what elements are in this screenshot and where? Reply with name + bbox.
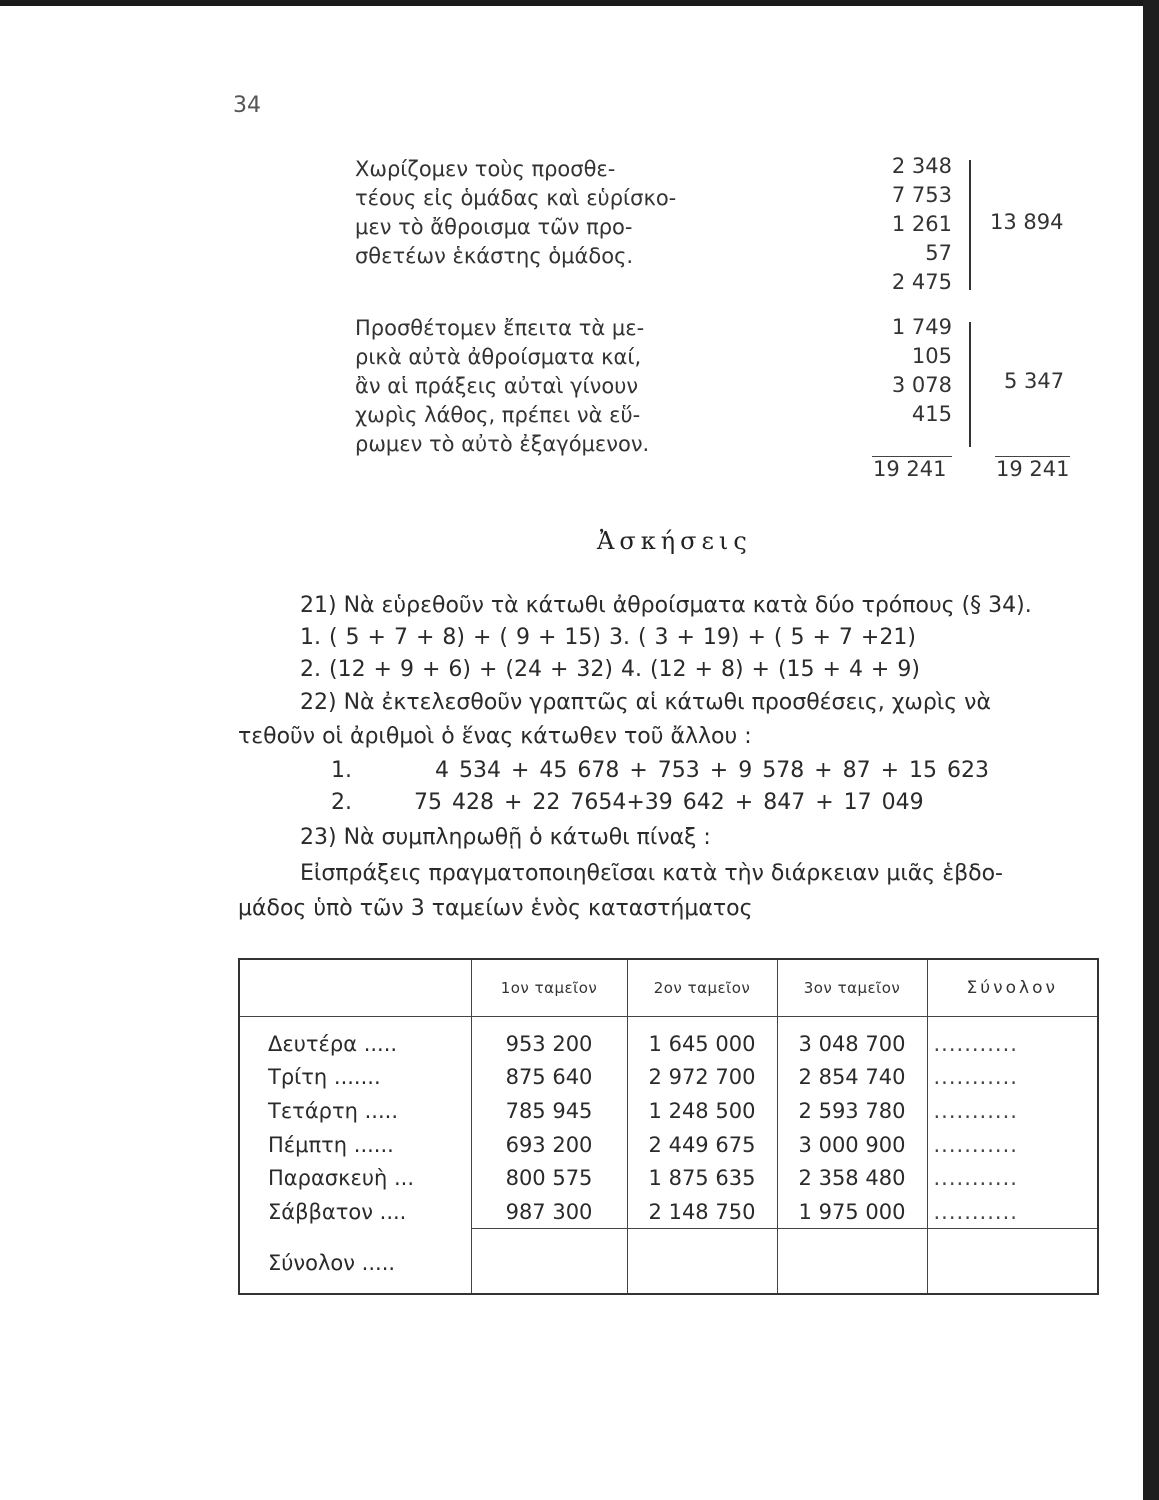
- cell-value: 3 048 700: [777, 1027, 927, 1061]
- column-header: 1ον ταμεῖον: [471, 959, 627, 1017]
- exercise-22-item-2: 75 428 + 22 7654+39 642 + 847 + 17 049: [414, 790, 924, 815]
- exercise-21-prompt: 21) Νὰ εὑρεθοῦν τὰ κάτωθι ἀθροίσματα κατὰ δύο τρόπους (§ 34).: [300, 593, 1032, 618]
- brace-group-2: [969, 322, 975, 447]
- text-line: μεν τὸ ἄθροισμα τῶν προ-: [355, 215, 633, 239]
- table-row: [239, 1027, 1098, 1061]
- sum-cell: [777, 1229, 927, 1294]
- sum-cell: [471, 1229, 627, 1294]
- exercise-23-description: Εἰσπράξεις πραγματοποιηθεῖσαι κατὰ τὴν διάρκειαν μιᾶς ἑβδο-: [300, 861, 1003, 886]
- text-line: Χωρίζομεν τοὺς προσθε-: [355, 157, 616, 181]
- cell-value: 987 300: [471, 1195, 627, 1229]
- addend: 57: [925, 241, 952, 265]
- cell-value: 2 449 675: [627, 1128, 777, 1162]
- exercise-22-prompt-cont: τεθοῦν οἱ ἀριθμοὶ ὁ ἕνας κάτωθεν τοῦ ἄλλου :: [238, 724, 752, 749]
- cell-value: 2 593 780: [777, 1094, 927, 1128]
- addend: 2 475: [891, 270, 952, 294]
- corner-cell: [239, 959, 471, 1017]
- text-line: χωρὶς λάθος, πρέπει νὰ εὕ-: [355, 403, 641, 427]
- group-1-total: 13 894: [990, 210, 1064, 234]
- addend: 2 348: [891, 154, 952, 178]
- addend: 7 753: [891, 183, 952, 207]
- cell-value: 2 972 700: [627, 1061, 777, 1095]
- cell-value: 3 000 900: [777, 1128, 927, 1162]
- exercise-21-line-2: 2. (12 + 9 + 6) + (24 + 32) 4. (12 + 8) + (15 + 4 + 9): [300, 657, 920, 682]
- cell-value: 1 645 000: [627, 1027, 777, 1061]
- addend: 415: [911, 402, 952, 426]
- cell-value: 1 875 635: [627, 1161, 777, 1195]
- cell-value: 800 575: [471, 1161, 627, 1195]
- table-sum-row: [239, 1229, 1098, 1294]
- column-header-total: Σύνολον: [927, 959, 1098, 1017]
- column-header: 2ον ταμεῖον: [627, 959, 777, 1017]
- exercise-22-item-1: 4 534 + 45 678 + 753 + 9 578 + 87 + 15 623: [435, 758, 990, 783]
- table-spacer: [239, 1017, 1098, 1028]
- cell-value: 2 358 480: [777, 1161, 927, 1195]
- text-line: Προσθέτομεν ἔπειτα τὰ με-: [355, 316, 645, 340]
- text-line: ρωμεν τὸ αὐτὸ ἐξαγόμενον.: [355, 432, 650, 456]
- intro-paragraph-2: [355, 314, 725, 459]
- cell-value: 953 200: [471, 1027, 627, 1061]
- cell-value: 875 640: [471, 1061, 627, 1095]
- cell-value: 785 945: [471, 1094, 627, 1128]
- total-blank: ...........: [927, 1161, 1098, 1195]
- text-line: ρικὰ αὐτὰ ἀθροίσματα καί,: [355, 345, 642, 369]
- text-line: σθετέων ἑκάστης ὁμάδος.: [355, 244, 634, 268]
- exercise-23-prompt: 23) Νὰ συμπληρωθῇ ὁ κάτωθι πίναξ :: [300, 825, 711, 850]
- table-header-row: [239, 959, 1098, 1017]
- exercise-21-line-1: 1. ( 5 + 7 + 8) + ( 9 + 15) 3. ( 3 + 19) + ( 5 + 7 +21): [300, 625, 916, 650]
- day-label: Δευτέρα .....: [268, 1031, 398, 1056]
- addend: 1 261: [891, 212, 952, 236]
- day-label: Πέμπτη ......: [268, 1132, 394, 1157]
- scan-right-edge: [1143, 0, 1159, 1500]
- text-line: ἂν αἱ πράξεις αὐταὶ γίνουν: [355, 374, 639, 398]
- exercise-22-item-2-number: 2.: [331, 790, 352, 815]
- exercises-heading: Ἀσκήσεις: [597, 527, 752, 555]
- total-blank: ...........: [927, 1061, 1098, 1095]
- table-row: [239, 1061, 1098, 1095]
- page-number: 34: [233, 93, 261, 118]
- addends-group-1: [842, 152, 952, 297]
- total-blank: ...........: [927, 1128, 1098, 1162]
- brace-group-1: [969, 160, 975, 290]
- total-blank: ...........: [927, 1195, 1098, 1229]
- table-row: [239, 1161, 1098, 1195]
- exercise-22-prompt: 22) Νὰ ἐκτελεσθοῦν γραπτῶς αἱ κάτωθι προσθέσεις, χωρὶς νὰ: [300, 690, 991, 715]
- intro-paragraph-1: [355, 155, 725, 271]
- day-label: Παρασκευὴ ...: [268, 1166, 415, 1191]
- cash-register-table: [238, 958, 1099, 1295]
- sum-cell: [927, 1229, 1098, 1294]
- table-row: [239, 1128, 1098, 1162]
- scan-top-edge: [0, 0, 1159, 6]
- addends-group-2: [842, 313, 952, 429]
- addend: 3 078: [891, 373, 952, 397]
- cell-value: 693 200: [471, 1128, 627, 1162]
- grand-total-left: 19 241: [873, 457, 947, 481]
- text-line: τέους εἰς ὁμάδας καὶ εὑρίσκο-: [355, 186, 677, 210]
- addend: 1 749: [891, 315, 952, 339]
- column-header: 3ον ταμεῖον: [777, 959, 927, 1017]
- cell-value: 2 854 740: [777, 1061, 927, 1095]
- sum-label: Σύνολον .....: [268, 1250, 396, 1275]
- group-2-total: 5 347: [1004, 369, 1065, 393]
- grand-total-right: 19 241: [996, 457, 1070, 481]
- sum-cell: [627, 1229, 777, 1294]
- day-label: Τετάρτη .....: [268, 1098, 398, 1123]
- cell-value: 1 248 500: [627, 1094, 777, 1128]
- day-label: Τρίτη .......: [268, 1065, 381, 1090]
- total-blank: ...........: [927, 1027, 1098, 1061]
- exercise-23-description-cont: μάδος ὑπὸ τῶν 3 ταμείων ἑνὸς καταστήματος: [238, 896, 753, 921]
- table-row: [239, 1195, 1098, 1229]
- table-row: [239, 1094, 1098, 1128]
- cell-value: 1 975 000: [777, 1195, 927, 1229]
- exercise-22-item-1-number: 1.: [331, 758, 352, 783]
- day-label: Σάββατον ....: [268, 1199, 407, 1224]
- total-blank: ...........: [927, 1094, 1098, 1128]
- addend: 105: [911, 344, 952, 368]
- cell-value: 2 148 750: [627, 1195, 777, 1229]
